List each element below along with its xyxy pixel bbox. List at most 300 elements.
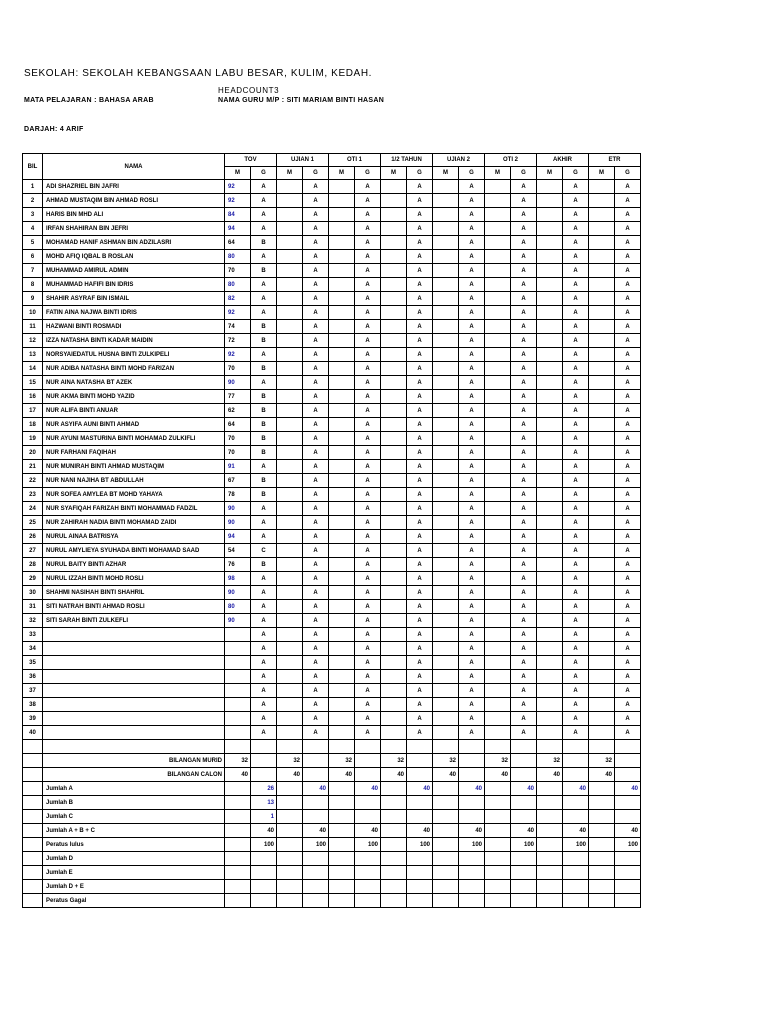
bil-cell: 22 [23, 474, 43, 488]
g-cell: A [511, 502, 537, 516]
m-cell [537, 502, 563, 516]
m-cell [589, 320, 615, 334]
empty-cell [23, 866, 43, 880]
m-cell [589, 698, 615, 712]
m-cell [589, 600, 615, 614]
table-row [23, 222, 641, 236]
empty-cell [277, 880, 303, 894]
bilangan-value: 40 [589, 768, 615, 782]
table-row [23, 194, 641, 208]
summary-value: 100 [303, 838, 329, 852]
bilangan-value: 40 [225, 768, 251, 782]
g-cell: A [563, 670, 589, 684]
m-cell [433, 278, 459, 292]
g-cell: A [615, 460, 641, 474]
tov-g-cell: A [251, 656, 277, 670]
m-cell [277, 446, 303, 460]
empty-cell [23, 880, 43, 894]
g-cell: A [615, 516, 641, 530]
empty-cell [23, 782, 43, 796]
g-cell: A [355, 404, 381, 418]
bil-cell: 40 [23, 726, 43, 740]
m-cell [433, 404, 459, 418]
g-cell: A [407, 600, 433, 614]
tov-m-cell [225, 656, 251, 670]
m-cell [433, 180, 459, 194]
g-cell: A [303, 446, 329, 460]
nama-cell: NUR ALIFA BINTI ANUAR [43, 404, 225, 418]
empty-cell [303, 768, 329, 782]
summary-value [459, 880, 485, 894]
m-cell [277, 628, 303, 642]
table-row [23, 684, 641, 698]
g-cell: A [511, 712, 537, 726]
g-cell: A [407, 390, 433, 404]
g-cell: A [615, 544, 641, 558]
m-cell [329, 642, 355, 656]
g-cell: A [459, 586, 485, 600]
m-cell [433, 460, 459, 474]
m-cell [485, 474, 511, 488]
g-cell: A [563, 474, 589, 488]
g-cell: A [459, 418, 485, 432]
tov-m-cell: 70 [225, 432, 251, 446]
tov-g-cell: A [251, 684, 277, 698]
g-cell: A [407, 712, 433, 726]
table-row [23, 208, 641, 222]
summary-row [23, 796, 641, 810]
g-cell: A [459, 698, 485, 712]
g-cell: A [615, 418, 641, 432]
m-cell [381, 460, 407, 474]
m-header: M [225, 167, 251, 180]
g-cell: A [407, 236, 433, 250]
table-row [23, 642, 641, 656]
summary-tov-value [251, 894, 277, 908]
m-cell [277, 474, 303, 488]
m-cell [537, 264, 563, 278]
bil-cell: 25 [23, 516, 43, 530]
g-cell: A [355, 208, 381, 222]
g-cell: A [615, 180, 641, 194]
m-cell [277, 530, 303, 544]
m-cell [433, 292, 459, 306]
m-cell [433, 348, 459, 362]
nama-cell [43, 684, 225, 698]
g-cell: A [563, 208, 589, 222]
g-cell: A [615, 362, 641, 376]
g-cell: A [615, 600, 641, 614]
g-cell: A [459, 292, 485, 306]
tov-g-cell: A [251, 572, 277, 586]
summary-value: 40 [407, 782, 433, 796]
g-cell: A [459, 474, 485, 488]
bilangan-value: 40 [433, 768, 459, 782]
summary-value [511, 810, 537, 824]
summary-value: 40 [511, 824, 537, 838]
empty-cell [251, 768, 277, 782]
g-cell: A [459, 642, 485, 656]
tov-g-cell: A [251, 600, 277, 614]
m-cell [589, 348, 615, 362]
m-cell [433, 628, 459, 642]
m-cell [537, 278, 563, 292]
empty-cell [485, 838, 511, 852]
m-cell [381, 264, 407, 278]
summary-value [303, 866, 329, 880]
g-cell: A [563, 264, 589, 278]
g-cell: A [615, 446, 641, 460]
m-cell [589, 642, 615, 656]
g-cell: A [355, 348, 381, 362]
m-cell [537, 726, 563, 740]
bilangan-value: 40 [485, 768, 511, 782]
summary-value: 40 [615, 824, 641, 838]
g-cell: A [407, 698, 433, 712]
summary-row [23, 880, 641, 894]
m-cell [589, 250, 615, 264]
empty-cell [381, 796, 407, 810]
empty-cell [589, 894, 615, 908]
g-cell: A [511, 628, 537, 642]
g-cell: A [407, 614, 433, 628]
tov-m-cell: 64 [225, 236, 251, 250]
m-cell [381, 600, 407, 614]
empty-cell [459, 768, 485, 782]
m-cell [485, 208, 511, 222]
m-cell [329, 488, 355, 502]
m-cell [433, 586, 459, 600]
g-cell: A [303, 656, 329, 670]
g-cell: A [615, 698, 641, 712]
m-cell [277, 194, 303, 208]
g-cell: A [459, 600, 485, 614]
m-cell [537, 446, 563, 460]
tov-m-cell: 90 [225, 586, 251, 600]
table-row [23, 264, 641, 278]
table-row [23, 320, 641, 334]
empty-cell [485, 894, 511, 908]
g-cell: A [407, 446, 433, 460]
m-cell [277, 712, 303, 726]
g-cell: A [407, 362, 433, 376]
summary-tov-value: 100 [251, 838, 277, 852]
g-cell: A [355, 642, 381, 656]
empty-cell [277, 894, 303, 908]
empty-cell [589, 880, 615, 894]
g-cell: A [303, 670, 329, 684]
nama-cell: NUR ADIBA NATASHA BINTI MOHD FARIZAN [43, 362, 225, 376]
empty-cell [563, 740, 589, 754]
g-cell: A [459, 558, 485, 572]
m-cell [329, 712, 355, 726]
g-cell: A [459, 222, 485, 236]
m-cell [381, 516, 407, 530]
g-cell: A [563, 278, 589, 292]
bilangan-value: 40 [329, 768, 355, 782]
m-cell [537, 320, 563, 334]
school-title: SEKOLAH: SEKOLAH KEBANGSAAN LABU BESAR, KULIM, KEDAH. [24, 68, 373, 79]
m-cell [589, 390, 615, 404]
g-cell: A [459, 390, 485, 404]
table-row [23, 516, 641, 530]
m-cell [329, 418, 355, 432]
tov-g-cell: B [251, 362, 277, 376]
g-cell: A [355, 278, 381, 292]
nama-cell: FATIN AINA NAJWA BINTI IDRIS [43, 306, 225, 320]
g-cell: A [407, 558, 433, 572]
summary-row [23, 824, 641, 838]
m-cell [381, 572, 407, 586]
m-cell [277, 432, 303, 446]
summary-value: 40 [511, 782, 537, 796]
nama-cell: SITI SARAH BINTI ZULKEFLI [43, 614, 225, 628]
group-header: ETR [589, 154, 641, 167]
summary-value: 100 [355, 838, 381, 852]
g-cell: A [355, 376, 381, 390]
table-row [23, 712, 641, 726]
empty-cell [537, 852, 563, 866]
table-gap-row [23, 740, 641, 754]
nama-cell: NURUL BAITY BINTI AZHAR [43, 558, 225, 572]
class-label: DARJAH: 4 ARIF [24, 126, 84, 133]
g-cell: A [563, 712, 589, 726]
m-cell [329, 656, 355, 670]
empty-cell [329, 894, 355, 908]
m-cell [277, 278, 303, 292]
summary-value [511, 866, 537, 880]
g-cell: A [355, 544, 381, 558]
m-cell [485, 502, 511, 516]
g-cell: A [563, 614, 589, 628]
table-row [23, 558, 641, 572]
g-cell: A [303, 250, 329, 264]
m-cell [381, 432, 407, 446]
m-header: M [277, 167, 303, 180]
nama-cell: NUR MUNIRAH BINTI AHMAD MUSTAQIM [43, 460, 225, 474]
empty-cell [433, 824, 459, 838]
g-cell: A [511, 642, 537, 656]
g-cell: A [563, 684, 589, 698]
empty-cell [433, 838, 459, 852]
summary-value [407, 880, 433, 894]
g-cell: A [563, 432, 589, 446]
g-cell: A [511, 684, 537, 698]
g-cell: A [615, 250, 641, 264]
m-cell [485, 544, 511, 558]
bil-cell: 34 [23, 642, 43, 656]
bil-cell: 17 [23, 404, 43, 418]
g-cell: A [511, 614, 537, 628]
bilangan-label: BILANGAN CALON [43, 768, 225, 782]
bil-cell: 21 [23, 460, 43, 474]
summary-value: 40 [355, 824, 381, 838]
g-cell: A [511, 432, 537, 446]
bil-cell: 1 [23, 180, 43, 194]
m-cell [485, 558, 511, 572]
m-cell [381, 278, 407, 292]
empty-cell [433, 880, 459, 894]
m-cell [381, 558, 407, 572]
m-cell [537, 516, 563, 530]
g-cell: A [355, 474, 381, 488]
bil-cell: 4 [23, 222, 43, 236]
m-cell [589, 656, 615, 670]
summary-value [459, 894, 485, 908]
m-cell [381, 208, 407, 222]
nama-cell [43, 628, 225, 642]
bil-cell: 36 [23, 670, 43, 684]
m-cell [537, 404, 563, 418]
m-cell [537, 418, 563, 432]
m-cell [381, 320, 407, 334]
g-cell: A [303, 502, 329, 516]
g-cell: A [355, 306, 381, 320]
nama-cell: MOHAMAD HANIF ASHMAN BIN ADZILASRI [43, 236, 225, 250]
tov-m-cell: 76 [225, 558, 251, 572]
tov-m-cell: 78 [225, 488, 251, 502]
g-cell: A [407, 516, 433, 530]
m-cell [485, 488, 511, 502]
g-cell: A [355, 670, 381, 684]
empty-cell [433, 782, 459, 796]
empty-cell [277, 740, 303, 754]
empty-cell [485, 782, 511, 796]
summary-value [511, 894, 537, 908]
empty-cell [459, 754, 485, 768]
bil-cell: 38 [23, 698, 43, 712]
bil-cell: 31 [23, 600, 43, 614]
m-cell [277, 306, 303, 320]
g-cell: A [615, 236, 641, 250]
empty-cell [277, 838, 303, 852]
m-cell [381, 180, 407, 194]
table-row [23, 600, 641, 614]
nama-cell: SHAHIR ASYRAF BIN ISMAIL [43, 292, 225, 306]
nama-cell: NURUL IZZAH BINTI MOHD ROSLI [43, 572, 225, 586]
g-cell: A [459, 250, 485, 264]
m-cell [537, 572, 563, 586]
g-cell: A [615, 306, 641, 320]
table-row [23, 628, 641, 642]
summary-row [23, 810, 641, 824]
m-cell [433, 474, 459, 488]
g-cell: A [355, 698, 381, 712]
tov-m-cell: 92 [225, 306, 251, 320]
g-cell: A [615, 572, 641, 586]
tov-m-cell: 82 [225, 292, 251, 306]
tov-g-cell: A [251, 698, 277, 712]
table-row-bilangan-murid [23, 754, 641, 768]
g-cell: A [615, 586, 641, 600]
summary-value [459, 852, 485, 866]
m-header: M [381, 167, 407, 180]
g-cell: A [303, 586, 329, 600]
m-cell [433, 684, 459, 698]
g-cell: A [511, 600, 537, 614]
g-cell: A [303, 390, 329, 404]
m-cell [537, 530, 563, 544]
m-cell [537, 460, 563, 474]
m-cell [329, 446, 355, 460]
g-cell: A [615, 558, 641, 572]
summary-row [23, 894, 641, 908]
empty-cell [511, 768, 537, 782]
m-cell [433, 670, 459, 684]
bil-cell: 37 [23, 684, 43, 698]
m-cell [589, 446, 615, 460]
m-cell [277, 516, 303, 530]
tov-g-cell: A [251, 642, 277, 656]
g-cell: A [511, 222, 537, 236]
g-cell: A [407, 502, 433, 516]
m-cell [537, 684, 563, 698]
g-cell: A [407, 488, 433, 502]
m-cell [537, 306, 563, 320]
empty-cell [277, 824, 303, 838]
m-cell [433, 376, 459, 390]
g-cell: A [615, 432, 641, 446]
summary-value [459, 796, 485, 810]
empty-cell [43, 740, 225, 754]
empty-cell [511, 740, 537, 754]
tov-g-cell: A [251, 180, 277, 194]
empty-cell [433, 740, 459, 754]
tov-m-cell: 80 [225, 600, 251, 614]
summary-label: Jumlah D [43, 852, 225, 866]
bil-cell: 32 [23, 614, 43, 628]
g-cell: A [355, 292, 381, 306]
g-cell: A [563, 320, 589, 334]
m-cell [277, 558, 303, 572]
m-cell [433, 432, 459, 446]
g-cell: A [303, 278, 329, 292]
empty-cell [485, 810, 511, 824]
g-cell: A [459, 628, 485, 642]
m-cell [277, 362, 303, 376]
m-cell [277, 404, 303, 418]
m-cell [433, 488, 459, 502]
empty-cell [589, 838, 615, 852]
empty-cell [329, 782, 355, 796]
m-cell [589, 194, 615, 208]
empty-cell [433, 796, 459, 810]
bilangan-value: 32 [485, 754, 511, 768]
table-row [23, 334, 641, 348]
g-cell: A [355, 600, 381, 614]
nama-cell: NUR AKMA BINTI MOHD YAZID [43, 390, 225, 404]
summary-tov-value [251, 852, 277, 866]
m-cell [277, 586, 303, 600]
summary-value: 40 [303, 782, 329, 796]
g-cell: A [355, 460, 381, 474]
empty-cell [407, 768, 433, 782]
empty-cell [381, 810, 407, 824]
nama-cell: NUR ASYIFA AUNI BINTI AHMAD [43, 418, 225, 432]
empty-cell [537, 838, 563, 852]
g-cell: A [407, 320, 433, 334]
empty-cell [589, 796, 615, 810]
m-cell [381, 488, 407, 502]
summary-value: 40 [355, 782, 381, 796]
g-cell: A [615, 222, 641, 236]
g-cell: A [511, 572, 537, 586]
headcount-table [22, 153, 641, 908]
g-cell: A [511, 586, 537, 600]
empty-cell [225, 894, 251, 908]
tov-g-cell: B [251, 488, 277, 502]
empty-cell [381, 782, 407, 796]
